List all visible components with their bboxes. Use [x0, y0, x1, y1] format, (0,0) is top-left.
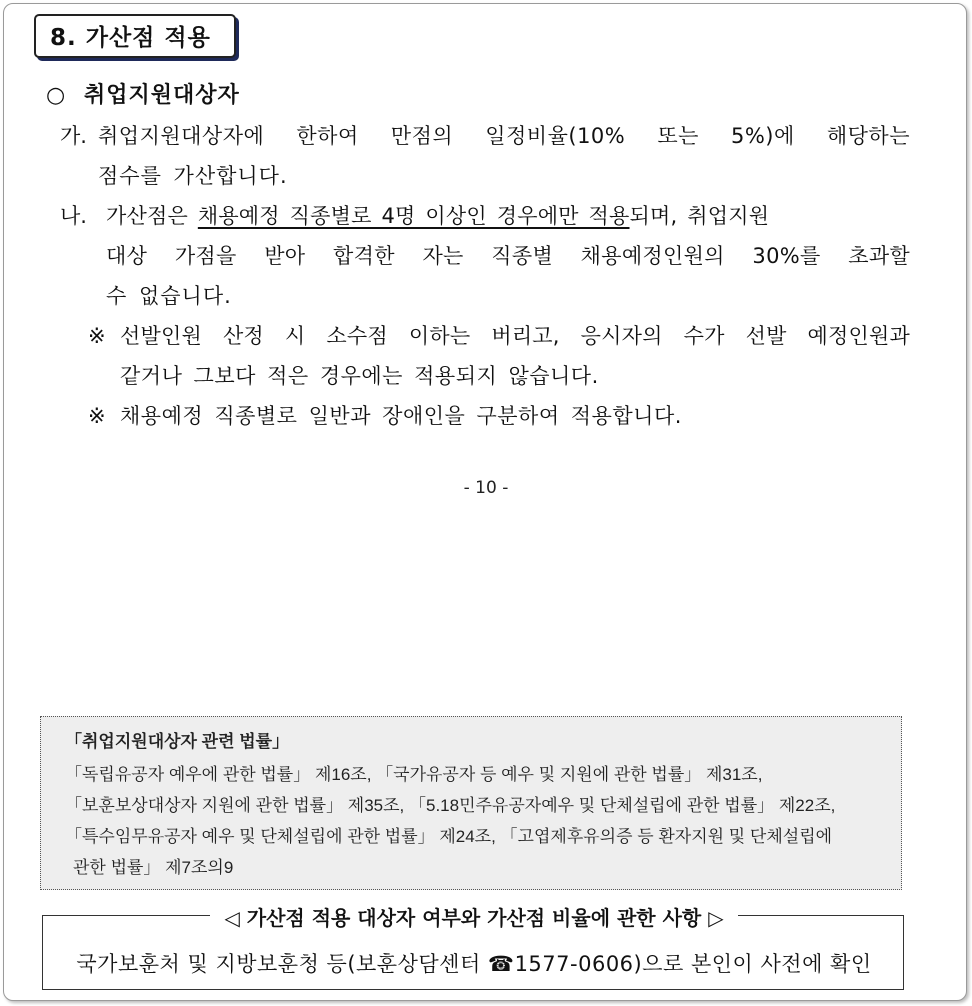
reference-mark-icon: ※ [88, 324, 106, 348]
heading-text: 취업지원대상자 [84, 83, 240, 108]
note-1 [88, 316, 910, 396]
text-segment: 되며, 취업지원 [629, 204, 770, 228]
paragraph-line: 취업지원대상자에 한하여 만점의 일정비율(10% 또는 5%)에 해당하는 [98, 124, 910, 148]
confirmation-title [43, 902, 905, 931]
related-laws-title: 「취업지원대상자 관련 법률」 [65, 732, 290, 751]
law-line: 「독립유공자 예우에 관한 법률」 제16조, 「국가유공자 등 예우 및 지원에 관한 법률」 제31조, [65, 765, 763, 784]
paragraph-line: 대상 가점을 받아 합격한 자는 직종별 채용예정인원의 30%를 초과할 [106, 244, 910, 268]
note-2 [88, 396, 910, 436]
page-number: - 10 - [463, 478, 509, 498]
paragraph-line [106, 196, 910, 236]
law-line: 「특수임무유공자 예우 및 단체설립에 관한 법률」 제24조, 「고엽제후유의증 등 환자지원 및 단체설립에 [65, 827, 833, 846]
text-segment: 가산점은 [106, 204, 198, 228]
related-laws-box [40, 716, 902, 890]
paragraph-marker: 나. [60, 204, 87, 228]
paragraph-na [60, 196, 910, 316]
confirmation-title-text: ◁ 가산점 적용 대상자 여부와 가산점 비율에 관한 사항 ▷ [210, 906, 737, 930]
note-line: 선발인원 산정 시 소수점 이하는 버리고, 응시자의 수가 선발 예정인원과 [120, 324, 910, 348]
note-line: 채용예정 직종별로 일반과 장애인을 구분하여 적용합니다. [120, 404, 682, 428]
underlined-text: 채용예정 직종별로 4명 이상인 경우에만 적용 [197, 204, 630, 228]
heading [46, 78, 240, 109]
paragraph-line: 점수를 가산합니다. [98, 164, 288, 188]
reference-mark-icon: ※ [88, 404, 106, 428]
paragraph-line: 수 없습니다. [106, 284, 232, 308]
law-line: 관한 법률」 제7조의9 [73, 858, 234, 877]
note-line: 같거나 그보다 적은 경우에는 적용되지 않습니다. [120, 364, 599, 388]
paragraph-ga [60, 116, 910, 196]
circle-bullet-icon: ○ [46, 83, 67, 108]
law-line: 「보훈보상대상자 지원에 관한 법률」 제35조, 「5.18민주유공자예우 및 단체설립에 관한 법률」 제22조, [65, 796, 836, 815]
confirmation-box [42, 906, 904, 990]
paragraph-marker: 가. [60, 124, 87, 148]
section-title: 8. 가산점 적용 [34, 14, 236, 58]
confirmation-body: 국가보훈처 및 지방보훈청 등(보훈상담센터 ☎1577-0606)으로 본인이 사전에 확인 [76, 952, 872, 976]
